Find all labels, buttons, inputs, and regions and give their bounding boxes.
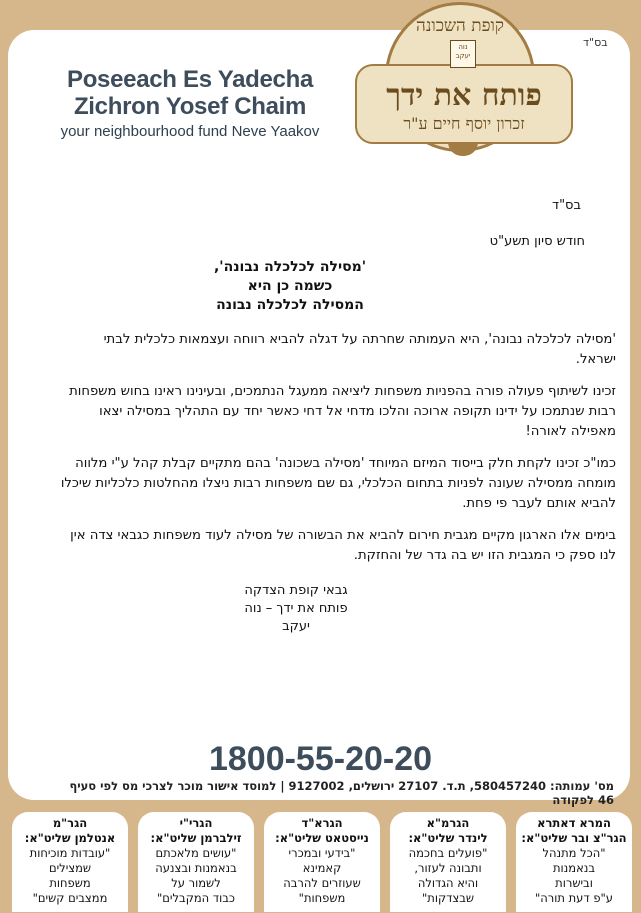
letter-signature bbox=[236, 582, 356, 636]
english-title-line-2: Zichron Yosef Chaim bbox=[73, 93, 307, 120]
rabbi-name: זילברמן שליט"א: bbox=[150, 831, 242, 845]
letter-paragraph: כמו"כ זכינו לקחת חלק בייסוד המיזם המיוחד 'מסילה בשכונה' בהם מתקיים קבלת קהל ע"י מלווה מומחה ממסילה שעונה לפניות בתחום הכלכלי, גם שם משפחות רבות ניצלו מהחלטות כלכליות שיכלו להביא אותם לעבר פי פחת. bbox=[60, 456, 616, 511]
rabbi-endorsements bbox=[12, 812, 632, 912]
rabbi-quote-line: כבוד המקבלים" bbox=[157, 891, 235, 905]
letter-title-line: המסילה לכלכלה נבונה bbox=[216, 297, 364, 313]
letter-paragraph: זכינו לשיתוף פעולה פורה בהפניות משפחות ליציאה ממעגל הנתמכים, ובעינינו ראינו בחוש משפחות רבות שנתמכו על ידינו תקופה ארוכה והלכו מדחי אל דחי כאשר יחד עם התהליך במסילה יצאו מאפילה לאורה! bbox=[69, 384, 616, 439]
english-title bbox=[40, 66, 340, 140]
rabbi-name: לינדר שליט"א: bbox=[408, 831, 488, 845]
rabbi-title: הגרמ"א bbox=[426, 816, 470, 830]
rabbi-quote-line: ובישרות bbox=[555, 876, 593, 890]
rabbi-quote-line: בנאמנות ובצנעה bbox=[155, 861, 237, 875]
logo-badge: נוה יעקב bbox=[450, 40, 476, 68]
rabbi-title: הגרי"י bbox=[179, 816, 213, 830]
rabbi-title: הגרא"ד bbox=[301, 816, 343, 830]
rabbi-quote-line: "עובדות מוכיחות bbox=[29, 846, 111, 860]
letter-date: חודש סיון תשע"ט bbox=[489, 234, 585, 249]
rabbi-title: המרא דאתרא bbox=[537, 816, 611, 830]
rabbi-quote-line: "הכל מתנהל bbox=[542, 846, 606, 860]
letter-paragraph: בימים אלו הארגון מקיים מגבית חירום להביא את הבשורה של מסילה לעוד משפחות כגבאי צדה אין לנו ספק כי המגבית הזו יש בה גדר של והחזקת. bbox=[70, 528, 616, 563]
rabbi-quote-line: שבצדקות" bbox=[421, 891, 475, 905]
rabbi-title: הגר"מ bbox=[52, 816, 88, 830]
rabbi-quote-line: ע"פ דעת תורה" bbox=[534, 891, 613, 905]
rabbi-card bbox=[264, 812, 380, 912]
rabbi-card bbox=[12, 812, 128, 912]
rabbi-quote-line: "פועלים בחכמה bbox=[408, 846, 488, 860]
letter-title-line: 'מסילה לכלכלה נבונה', bbox=[213, 259, 367, 275]
english-title-line-1: Poseeach Es Yadecha bbox=[66, 66, 314, 93]
rabbi-quote-line: והיא הגדולה bbox=[417, 876, 479, 890]
fund-logo bbox=[355, 2, 573, 164]
logo-ornament-icon bbox=[448, 142, 478, 156]
logo-main-text: פותח את ידך bbox=[386, 78, 542, 113]
letter-bsd: בס"ד bbox=[551, 198, 581, 213]
rabbi-quote-line: בנאמנות bbox=[552, 861, 596, 875]
rabbi-quote-line: לשמור על bbox=[171, 876, 221, 890]
signature-line: גבאי קופת הצדקה bbox=[244, 583, 348, 598]
corner-bsd: בס"ד bbox=[583, 36, 608, 49]
logo-arc-text: קופת השכונה bbox=[416, 16, 504, 36]
license-line: מס' עמותה: 580457240, ת.ד. 27107 ירושלים, 9127002 | למוסד אישור מוכר לצרכי מס לפי סעיף 46 לפקודה bbox=[69, 779, 614, 807]
rabbi-card bbox=[390, 812, 506, 912]
rabbi-name: נייסטאט שליט"א: bbox=[275, 831, 369, 845]
rabbi-name: הגר"צ ובר שליט"א: bbox=[521, 831, 627, 845]
rabbi-card bbox=[138, 812, 254, 912]
phone-number: 1800-55-20-20 bbox=[208, 740, 433, 778]
english-tagline: your neighbourhood fund Neve Yaakov bbox=[60, 123, 320, 140]
rabbi-card bbox=[516, 812, 632, 912]
rabbi-quote-line: ותבונה לעזור, bbox=[414, 861, 482, 875]
rabbi-quote-line: שעוזרים להרבה bbox=[283, 876, 361, 890]
rabbi-quote-line: משפחות bbox=[49, 876, 91, 890]
rabbi-quote-line: "בידעי ובמכרי bbox=[288, 846, 356, 860]
letter-title-line: כשמה כן היא bbox=[247, 278, 333, 294]
rabbi-quote-line: קאמינא bbox=[302, 861, 342, 875]
letter-paragraph: 'מסילה לכלכלה נבונה', היא העמותה שחרתה על דגלה להביא רווחה ועצמאות כלכלית לבתי ישראל. bbox=[103, 332, 616, 367]
rabbi-quote-line: שמצילים bbox=[48, 861, 92, 875]
signature-line: פותח את ידך – נוה יעקב bbox=[244, 601, 348, 634]
logo-sub-text: זכרון יוסף חיים ע"ר bbox=[403, 114, 525, 133]
rabbi-quote-line: משפחות" bbox=[298, 891, 346, 905]
rabbi-quote-line: "עושים מלאכתם bbox=[155, 846, 237, 860]
rabbi-quote-line: ממצבים קשים" bbox=[32, 891, 108, 905]
rabbi-name: אנטלמן שליט"א: bbox=[24, 831, 116, 845]
letter-title bbox=[150, 258, 430, 315]
